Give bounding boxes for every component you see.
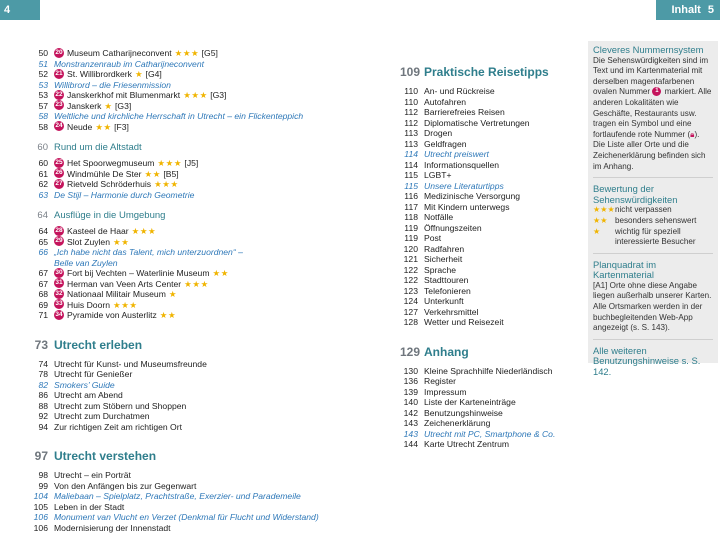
rating-stars: ★★ — [95, 121, 112, 132]
entry-title: Geldfragen — [424, 138, 467, 149]
toc-entry — [30, 48, 320, 59]
page-number: 113 — [404, 138, 418, 149]
entry-title: „Ich habe nicht das Talent, mich unterzuordnen“ – — [54, 247, 243, 257]
entry-title: Utrecht zum Stöbern und Shoppen — [54, 400, 187, 411]
toc-entry — [30, 422, 320, 433]
entry-title: Utrecht am Abend — [54, 390, 123, 400]
entry-title: Kleine Sprachhilfe Niederländisch — [424, 365, 553, 376]
toc-entry — [30, 380, 320, 391]
sight-number-badge: 21 — [55, 69, 63, 77]
entry-title: Nationaal Militair Museum — [67, 289, 166, 299]
page-number: 60 — [38, 158, 48, 168]
sight-number-badge: 33 — [55, 300, 63, 308]
entry-title: St. Willibrordkerk — [67, 69, 132, 79]
entry-title: Autofahren — [424, 96, 467, 107]
page-number: 114 — [404, 159, 418, 170]
toc-entry — [400, 286, 580, 297]
legend-text: wichtig für speziell interessierte Besucher — [615, 226, 696, 247]
badge-example: 1 — [652, 87, 661, 96]
page-number: 114 — [404, 149, 418, 159]
page-number: 112 — [404, 107, 418, 117]
toc-entry — [400, 160, 580, 171]
page-number: 130 — [403, 365, 418, 376]
entry-title: Utrecht preiswert — [424, 149, 489, 159]
entry-title: Slot Zuylen — [67, 236, 110, 247]
entry-title: Utrecht für Kunst- und Museumsfreunde — [54, 358, 207, 369]
page-number: 109 — [400, 65, 421, 79]
toc-entry — [30, 247, 320, 258]
toc-entry — [30, 300, 320, 311]
toc-entry — [30, 481, 320, 492]
entry-title: Ausflüge in die Umgebung — [54, 210, 166, 221]
page-number: 92 — [38, 411, 48, 421]
info-sidebar — [588, 41, 718, 378]
toc-entry — [30, 390, 320, 401]
entry-title: Janskerkhof mit Blumenmarkt — [67, 90, 181, 100]
sidebar-text-numbering: Die Sehenswürdigkeiten sind im Text und im Kartenmaterial mit derselben magentafarbenen ovalen Nummer 1 markiert. Alle anderen Lokalitäten wie Geschäfte, Restaurants usw. tragen ein Symbol und eine fortlaufende rote Nummer (🔒︎). Die Liste aller Orte und die Zeichenerklärung befinden sich im Anhang. — [593, 55, 712, 171]
header-title-right: Inhalt — [671, 4, 701, 16]
entry-title: Benutzungshinweise — [424, 407, 503, 418]
toc-entry — [400, 397, 580, 408]
toc-entry — [400, 418, 580, 429]
toc-entry — [400, 86, 580, 97]
toc-column-right — [400, 48, 580, 450]
page-number: 129 — [400, 344, 421, 359]
entry-title: Unterkunft — [424, 296, 464, 306]
toc-entry — [400, 223, 580, 234]
entry-title: Praktische Reisetipps — [424, 65, 549, 79]
sight-number-badge: 34 — [55, 310, 63, 318]
entry-title: An- und Rückreise — [424, 86, 495, 96]
header-title-left: Inhalt — [8, 24, 38, 36]
page-header-left — [0, 0, 40, 36]
entry-title: Belle van Zuylen — [54, 257, 118, 268]
rating-stars: ★★★ — [184, 278, 209, 289]
toc-entry — [30, 69, 320, 80]
toc-entry — [30, 279, 320, 290]
entry-title: De Stijl – Harmonie durch Geometrie — [54, 189, 195, 200]
entry-title: Weltliche und kirchliche Herrschaft in Utrecht – ein Flickenteppich — [54, 111, 304, 121]
page-number: 88 — [38, 400, 48, 411]
page-number: 113 — [404, 128, 418, 138]
toc-entry — [400, 244, 580, 255]
sight-number-badge: 23 — [55, 101, 63, 109]
sight-number-badge: 24 — [55, 122, 63, 130]
sight-number-badge: 22 — [55, 90, 63, 98]
entry-title: Het Spoorwegmuseum — [67, 158, 155, 168]
toc-entry — [400, 254, 580, 265]
page-number: 50 — [38, 48, 48, 58]
page-number: 136 — [403, 376, 418, 386]
page-number: 121 — [403, 254, 418, 264]
toc-entry — [400, 97, 580, 108]
toc-entry — [30, 190, 320, 201]
toc-chapter-heading — [30, 442, 320, 470]
rating-stars: ★★ — [113, 236, 130, 247]
entry-title: Herman van Veen Arts Center — [67, 278, 182, 289]
page-number: 66 — [38, 247, 48, 257]
page-number-right: 5 — [707, 4, 714, 16]
page-number: 67 — [38, 268, 48, 278]
toc-entry — [30, 258, 320, 269]
entry-title: Utrecht mit PC, Smartphone & Co. — [424, 428, 556, 439]
page-number: 140 — [403, 397, 418, 407]
sight-number-badge: 27 — [55, 179, 63, 187]
page-number: 73 — [34, 337, 48, 352]
page-number: 52 — [38, 69, 48, 79]
page-number: 117 — [404, 201, 418, 212]
page-number: 68 — [38, 289, 48, 299]
toc-entry — [30, 237, 320, 248]
toc-entry — [30, 122, 320, 133]
page-number: 116 — [404, 191, 418, 201]
toc-entry — [30, 226, 320, 237]
page-number: 97 — [34, 449, 48, 463]
entry-title: Von den Anfängen bis zur Gegenwart — [54, 480, 197, 491]
entry-title: Sprache — [424, 264, 457, 275]
page-number: 106 — [33, 512, 48, 522]
sidebar-title-grid: Planquadrat im Kartenmaterial — [593, 258, 657, 281]
toc-entry — [400, 202, 580, 213]
toc-entry — [400, 408, 580, 419]
entry-title: Utrecht erleben — [54, 337, 143, 352]
legend-text: besonders sehenswert — [615, 215, 697, 225]
rating-stars: ★★ — [159, 310, 177, 320]
page-number: 143 — [403, 418, 418, 428]
page-number: 139 — [403, 386, 418, 397]
page-number: 128 — [403, 317, 418, 327]
page-number: 60 — [37, 142, 48, 153]
entry-title: Mit Kindern unterwegs — [424, 201, 510, 212]
toc-entry — [400, 233, 580, 244]
entry-title: Rietveld Schröderhuis — [67, 179, 152, 189]
toc-entry — [400, 265, 580, 276]
toc-entry — [400, 387, 580, 398]
page-number: 65 — [38, 236, 48, 247]
toc-chapter-heading — [400, 58, 580, 86]
sight-number-badge: 20 — [55, 48, 63, 56]
entry-title: Utrecht – ein Porträt — [54, 470, 131, 480]
toc-entry — [400, 118, 580, 129]
page-number: 62 — [38, 179, 48, 189]
toc-entry — [30, 59, 320, 70]
rating-stars: ★★★ — [157, 158, 183, 168]
entry-title: Register — [424, 376, 456, 386]
toc-entry — [400, 170, 580, 181]
rating-stars: ★★★ — [154, 179, 179, 189]
rating-stars: ★ — [104, 100, 113, 111]
page-number: 82 — [38, 379, 48, 390]
page-number: 122 — [403, 275, 418, 285]
toc-entry — [400, 107, 580, 118]
legend-row — [593, 227, 713, 248]
page-number: 123 — [403, 285, 418, 296]
entry-title: Radfahren — [424, 243, 465, 254]
entry-title: Rund um die Altstadt — [54, 142, 142, 153]
entry-title: Smokers’ Guide — [54, 379, 115, 390]
entry-title: Monument van Vlucht en Verzet (Denkmal für Flucht und Widerstand) — [54, 512, 319, 522]
entry-title: Stadttouren — [424, 275, 469, 285]
page-number: 120 — [403, 243, 418, 254]
entry-title: Neude — [67, 121, 93, 132]
entry-title: Kasteel de Haar — [67, 226, 129, 236]
page-number: 110 — [404, 96, 418, 107]
entry-title: Utrecht für Genießer — [54, 369, 133, 379]
entry-title: Liste der Karteneinträge — [424, 397, 516, 407]
toc-entry — [400, 212, 580, 223]
toc-entry — [30, 158, 320, 169]
rating-stars: ★★★ — [131, 226, 157, 236]
entry-title: Huis Doorn — [67, 299, 110, 310]
sidebar-title-rating: Bewertung der Sehenswürdigkeiten — [593, 183, 678, 205]
entry-title: Zur richtigen Zeit am richtigen Ort — [54, 421, 182, 432]
page-number: 127 — [403, 306, 418, 317]
entry-title: Zeichenerklärung — [424, 418, 491, 428]
legend-stars: ★★ — [593, 215, 608, 225]
grid-reference: [B5] — [160, 168, 179, 179]
legend-stars: ★ — [593, 226, 601, 236]
toc-entry — [30, 289, 320, 300]
grid-reference: [G3] — [112, 100, 132, 111]
toc-entry — [400, 149, 580, 160]
rating-stars: ★★★ — [174, 48, 200, 58]
page-number: 64 — [38, 226, 48, 236]
toc-entry — [30, 169, 320, 180]
toc-entry — [400, 296, 580, 307]
toc-entry — [30, 80, 320, 91]
entry-title: Post — [424, 233, 442, 243]
entry-title: Modernisierung der Innenstadt — [54, 522, 171, 533]
entry-title: Sicherheit — [424, 254, 463, 264]
toc-entry — [400, 307, 580, 318]
entry-title: Medizinische Versorgung — [424, 191, 521, 201]
page-number: 124 — [403, 296, 418, 306]
sight-number-badge: 26 — [55, 169, 63, 177]
toc-entry — [30, 111, 320, 122]
page-number-left: 4 — [4, 4, 11, 16]
page-number: 58 — [38, 111, 48, 121]
toc-entry — [400, 429, 580, 440]
page-header-right — [656, 0, 720, 20]
page-number: 69 — [38, 299, 48, 310]
lock-icon: 🔒︎ — [690, 129, 695, 139]
rating-stars: ★ — [168, 289, 178, 299]
entry-title: Anhang — [424, 344, 469, 359]
page-number: 118 — [404, 212, 418, 222]
page-number: 71 — [38, 310, 48, 320]
toc-chapter-heading — [400, 338, 580, 366]
legend-text: nicht verpassen — [615, 205, 672, 215]
entry-title: Fort bij Vechten – Waterlinie Museum — [67, 268, 210, 278]
entry-title: Öffnungszeiten — [424, 222, 482, 233]
sight-number-badge: 29 — [55, 237, 63, 245]
toc-entry — [30, 268, 320, 279]
legend-row — [593, 216, 713, 227]
page-number: 78 — [38, 369, 48, 379]
page-number: 105 — [33, 501, 48, 512]
toc-entry — [30, 359, 320, 370]
entry-title: Wetter und Reisezeit — [424, 317, 504, 327]
toc-entry — [30, 401, 320, 412]
entry-title: LGBT+ — [424, 170, 452, 180]
entry-title: Museum Catharijneconvent — [67, 48, 172, 58]
entry-title: Utrecht zum Durchatmen — [54, 411, 150, 421]
toc-entry — [30, 90, 320, 101]
entry-title: Impressum — [424, 386, 467, 397]
page-number: 106 — [33, 522, 48, 533]
page-number: 122 — [403, 264, 418, 275]
toc-chapter-heading — [30, 331, 320, 359]
toc-column-left — [30, 48, 320, 533]
page-number: 144 — [403, 439, 418, 449]
entry-title: Janskerk — [67, 100, 102, 111]
entry-title: Telefonieren — [424, 285, 471, 296]
sight-number-badge: 25 — [55, 158, 63, 166]
legend-stars: ★★★ — [593, 205, 615, 215]
entry-title: Utrecht verstehen — [54, 449, 157, 463]
page-number: 51 — [38, 58, 48, 69]
page-number: 74 — [38, 358, 48, 369]
toc-entry — [30, 512, 320, 523]
toc-entry — [400, 191, 580, 202]
page-number: 142 — [403, 407, 418, 418]
entry-title: Unsere Literaturtipps — [424, 180, 504, 191]
grid-reference: [G3] — [207, 90, 227, 100]
page-number: 86 — [38, 390, 48, 400]
entry-title: Karte Utrecht Zentrum — [424, 439, 510, 449]
sight-number-badge: 32 — [55, 289, 63, 297]
sidebar-text-grid: [A1] Orte ohne diese Angabe liegen außerhalb unserer Karten. Alle Ortsmarken werden in der buchbegleitenden Web-App angezeigt (s. S. 143). — [593, 280, 712, 333]
page-number: 63 — [38, 189, 48, 200]
grid-reference: [G4] — [143, 69, 162, 79]
page-number: 99 — [38, 480, 48, 491]
legend-row — [593, 205, 713, 216]
toc-entry — [400, 128, 580, 139]
toc-entry — [30, 101, 320, 112]
rating-stars: ★ — [134, 69, 144, 79]
sight-number-badge: 30 — [55, 268, 63, 276]
toc-section-heading — [30, 206, 320, 226]
toc-entry — [30, 369, 320, 380]
sight-number-badge: 28 — [55, 226, 63, 234]
rating-stars: ★★ — [144, 168, 161, 179]
page-number: 115 — [404, 180, 418, 191]
grid-reference: [F3] — [111, 121, 129, 132]
rating-legend — [593, 205, 713, 247]
entry-title: Maliebaan – Spielplatz, Prachtstraße, Exerzier- und Parademeile — [54, 491, 301, 501]
rating-stars: ★★★ — [113, 299, 138, 310]
toc-entry — [30, 502, 320, 513]
entry-title: Drogen — [424, 128, 453, 138]
page-number: 104 — [33, 491, 48, 501]
toc-entry — [400, 317, 580, 328]
entry-title: Pyramide von Austerlitz — [67, 310, 157, 320]
rating-stars: ★★ — [212, 268, 229, 278]
page-number: 53 — [38, 90, 48, 100]
page-number: 57 — [38, 100, 48, 111]
sidebar-more-hints: Alle weiteren Benutzungshinweise s. S. 142. — [593, 344, 701, 378]
toc-entry — [30, 470, 320, 481]
page-number: 98 — [38, 470, 48, 480]
page-number: 110 — [404, 86, 418, 96]
entry-title: Leben in der Stadt — [54, 501, 125, 512]
toc-entry — [400, 366, 580, 377]
page-number: 53 — [38, 79, 48, 90]
toc-entry — [400, 139, 580, 150]
toc-entry — [400, 376, 580, 387]
entry-title: Monstranzenraub im Catharijneconvent — [54, 58, 204, 69]
grid-reference: [J5] — [182, 158, 199, 168]
page-number: 119 — [404, 233, 418, 243]
page-number: 64 — [37, 210, 48, 221]
toc-entry — [400, 181, 580, 192]
toc-entry — [30, 179, 320, 190]
entry-title: Diplomatische Vertretungen — [424, 117, 530, 128]
grid-reference: [G5] — [199, 48, 218, 58]
toc-entry — [30, 523, 320, 534]
page-number: 94 — [38, 421, 48, 432]
toc-entry — [30, 491, 320, 502]
toc-entry — [30, 411, 320, 422]
page-number: 58 — [38, 121, 48, 132]
toc-section-heading — [30, 138, 320, 158]
page-number: 119 — [404, 222, 418, 233]
toc-entry — [400, 275, 580, 286]
rating-stars: ★★★ — [183, 90, 208, 100]
sight-number-badge: 31 — [55, 279, 63, 287]
entry-title: Verkehrsmittel — [424, 306, 479, 317]
page-number: 115 — [404, 170, 418, 180]
sidebar-title-numbering: Cleveres Nummernsystem — [593, 44, 704, 55]
page-number: 143 — [403, 428, 418, 439]
entry-title: Informationsquellen — [424, 159, 500, 170]
page-number: 61 — [38, 168, 48, 179]
page-number: 112 — [404, 117, 418, 128]
entry-title: Barrierefreies Reisen — [424, 107, 505, 117]
toc-entry — [400, 439, 580, 450]
toc-entry — [30, 310, 320, 321]
entry-title: Notfälle — [424, 212, 454, 222]
page-number: 67 — [38, 278, 48, 289]
entry-title: Windmühle De Ster — [67, 168, 142, 179]
entry-title: Willibrord – die Friesenmission — [54, 79, 171, 90]
